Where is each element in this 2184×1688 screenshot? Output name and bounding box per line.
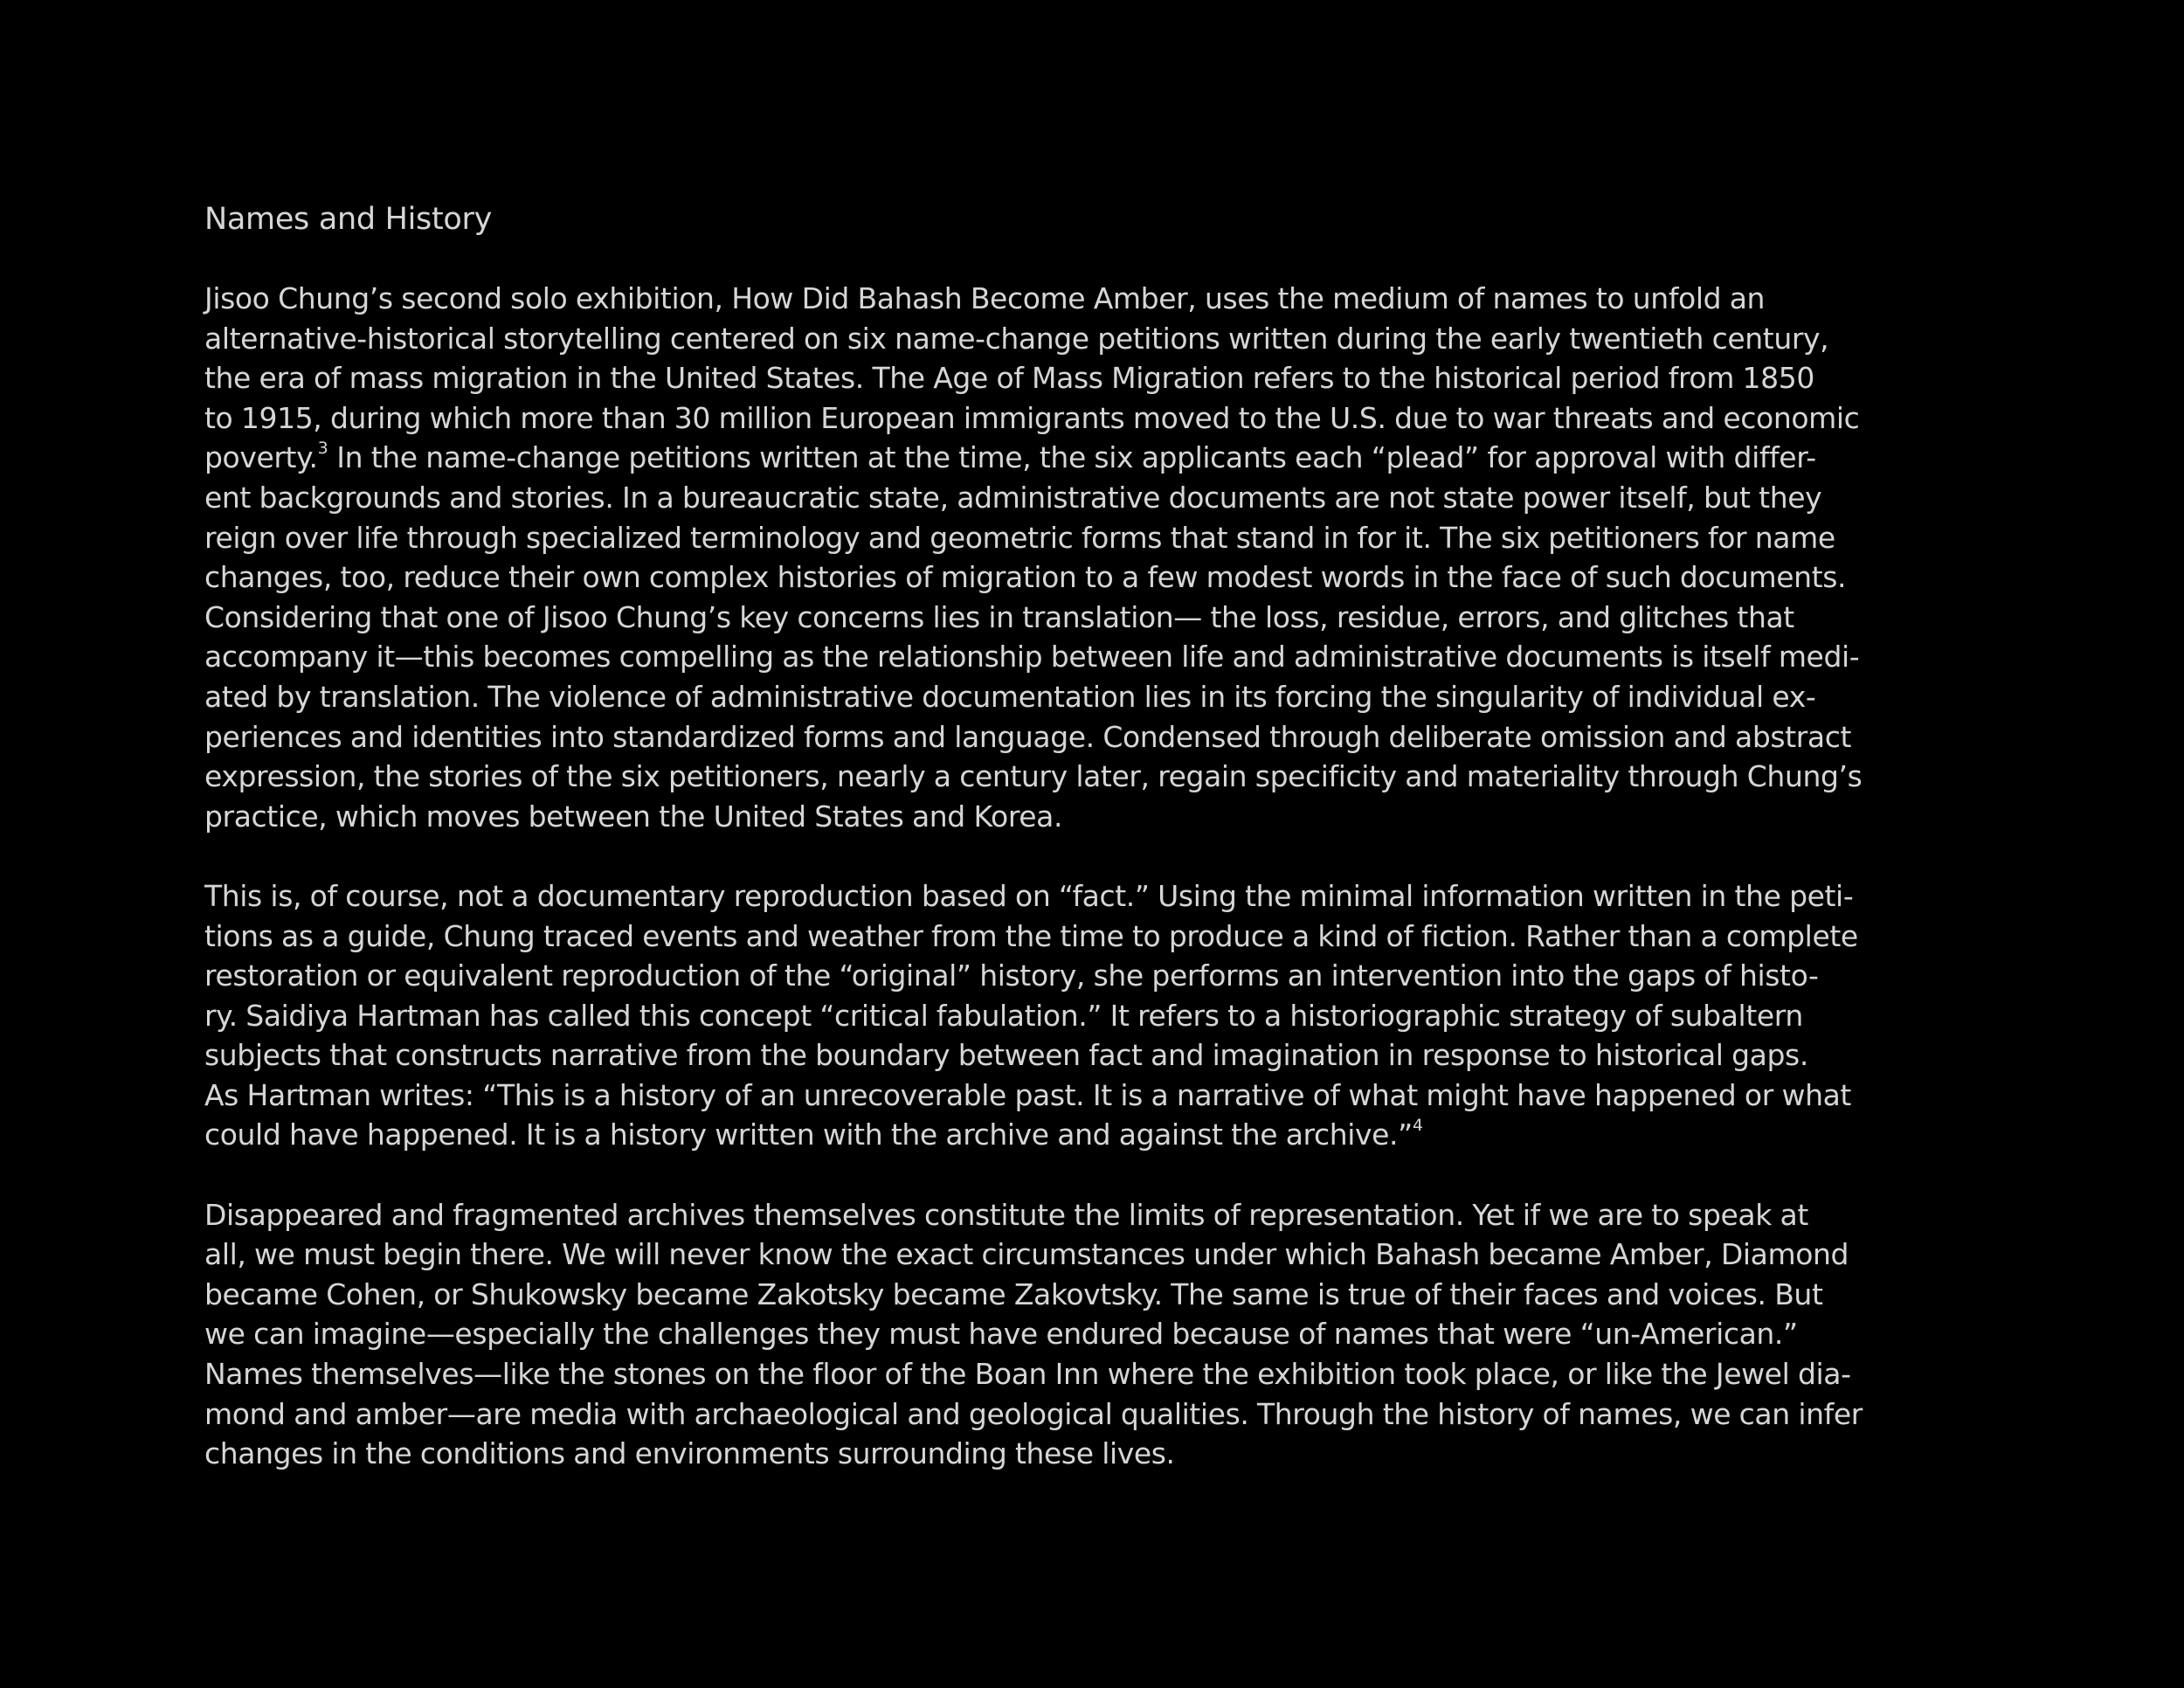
line-text: This is, of course, not a documentary reproduction based on “fact.” Using the minimal information written in the peti- (204, 878, 1854, 913)
text-line (204, 1434, 1987, 1474)
line-text: accompany it—this becomes compelling as the relationship between life and administrative documents is itself medi- (204, 640, 1860, 675)
line-text: to 1915, during which more than 30 million European immigrants moved to the U.S. due to war threats and economic (204, 400, 1860, 435)
line-text: ated by translation. The violence of administrative documentation lies in its forcing the singularity of individual ex- (204, 679, 1816, 714)
text-line (204, 1275, 1987, 1315)
text-line (204, 757, 1987, 797)
footnote-marker: 4 (1412, 1116, 1423, 1136)
line-text: periences and identities into standardized forms and language. Condensed through deliberate omission and abstract (204, 719, 1852, 754)
article (204, 199, 1987, 1513)
line-text: alternative-historical storytelling centered on six name-change petitions written during the early twentieth century, (204, 321, 1829, 356)
text-line (204, 358, 1987, 398)
text-line (204, 279, 1987, 319)
line-text: could have happened. It is a history written with the archive and against the archive.” (204, 1117, 1413, 1152)
text-line (204, 797, 1987, 837)
line-text: Jisoo Chung’s second solo exhibition, How Did Bahash Become Amber, uses the medium of names to unfold an (204, 281, 1766, 315)
line-text: reign over life through specialized terminology and geometric forms that stand in for it. The six petitioners for name (204, 520, 1835, 555)
text-line (204, 438, 1987, 478)
line-text: the era of mass migration in the United States. The Age of Mass Migration refers to the historical period from 1850 (204, 361, 1814, 396)
page-title: Names and History (204, 202, 493, 237)
text-line (204, 996, 1987, 1036)
text-line (204, 876, 1987, 917)
line-text: all, we must begin there. We will never know the exact circumstances under which Bahash became Amber, Diamond (204, 1237, 1849, 1272)
text-line (204, 1076, 1987, 1116)
text-line (204, 598, 1987, 638)
text-line (204, 1314, 1987, 1354)
line-text: poverty. (204, 440, 318, 475)
text-line (204, 1115, 1987, 1155)
line-text: became Cohen, or Shukowsky became Zakotsky became Zakovtsky. The same is true of their faces and voices. But (204, 1276, 1823, 1311)
article-body (204, 279, 1987, 1474)
line-text: practice, which moves between the United States and Korea. (204, 799, 1063, 834)
text-line (204, 717, 1987, 758)
line-text: restoration or equivalent reproduction of the “original” history, she performs an intervention into the gaps of histo- (204, 958, 1819, 993)
line-text: mond and amber—are media with archaeological and geological qualities. Through the history of names, we can infer (204, 1396, 1863, 1431)
text-line (204, 398, 1987, 439)
body-paragraph (204, 1195, 1987, 1474)
line-text: tions as a guide, Chung traced events and weather from the time to produce a kind of fiction. Rather than a complete (204, 918, 1858, 953)
text-line (204, 1354, 1987, 1394)
line-text: we can imagine—especially the challenges they must have endured because of names that were “un-American.” (204, 1317, 1798, 1352)
text-line (204, 1235, 1987, 1275)
footnote-marker: 3 (317, 439, 328, 459)
body-paragraph (204, 279, 1987, 836)
text-line (204, 319, 1987, 359)
line-text: ent backgrounds and stories. In a bureaucratic state, administrative documents are not state power itself, but they (204, 480, 1822, 515)
text-line (204, 478, 1987, 518)
text-line (204, 557, 1987, 598)
text-line (204, 637, 1987, 677)
text-line (204, 1394, 1987, 1435)
line-text: expression, the stories of the six petitioners, nearly a century later, regain specificity and materiality through Chung’s (204, 759, 1863, 794)
line-text: Disappeared and fragmented archives themselves constitute the limits of representation. Yet if we are to speak at (204, 1197, 1808, 1232)
text-line (204, 956, 1987, 996)
line-text: subjects that constructs narrative from the boundary between fact and imagination in response to historical gaps. (204, 1038, 1808, 1073)
line-text: Considering that one of Jisoo Chung’s key concerns lies in translation— the loss, residue, errors, and glitches that (204, 599, 1794, 634)
line-text: Names themselves—like the stones on the floor of the Boan Inn where the exhibition took place, or like the Jewel dia- (204, 1357, 1851, 1392)
line-text: changes, too, reduce their own complex histories of migration to a few modest words in the face of such documents. (204, 560, 1847, 595)
text-line (204, 1195, 1987, 1235)
line-text-continued: In the name-change petitions written at the time, the six applicants each “plead” for approval with differ- (328, 440, 1816, 475)
body-paragraph (204, 876, 1987, 1155)
text-line (204, 518, 1987, 558)
text-line (204, 1035, 1987, 1076)
line-text: changes in the conditions and environments surrounding these lives. (204, 1436, 1175, 1471)
line-text: ry. Saidiya Hartman has called this concept “critical fabulation.” It refers to a historiographic strategy of subaltern (204, 998, 1803, 1033)
text-line (204, 677, 1987, 717)
text-line (204, 917, 1987, 957)
line-text: As Hartman writes: “This is a history of an unrecoverable past. It is a narrative of what might have happened or what (204, 1077, 1851, 1112)
